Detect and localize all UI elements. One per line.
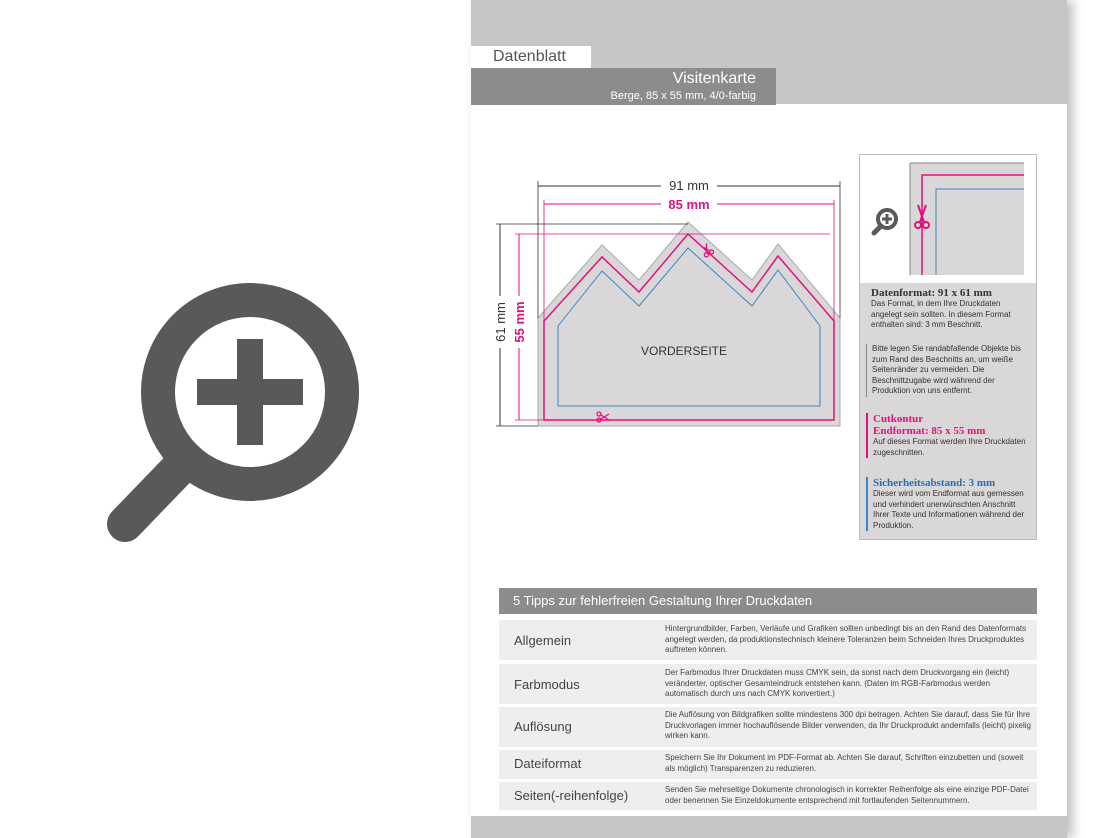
legend-cut-text: Auf dieses Format werden Ihre Druckdaten zugeschnitten. — [873, 437, 1026, 457]
product-title: Visitenkarte — [672, 70, 756, 87]
tip-label: Auflösung — [514, 719, 572, 734]
legend-panel — [859, 154, 1037, 540]
legend-final-format-title: Endformat: 85 x 55 mm — [873, 425, 986, 437]
tip-text: Senden Sie mehrseitige Dokumente chronologisch in korrekter Reihenfolge als eine einzige PDF-Datei oder benennen Sie Einzeldokumente entsprechend mit fortlaufenden Seitennummern. — [665, 785, 1029, 805]
legend-bleed-text: Bitte legen Sie randabfallende Objekte bis zum Rand des Beschnitts an, um weiße Seitenränder zu vermeiden. Die Beschnittzugabe wird während der Produktion von uns entfernt. — [872, 344, 1021, 395]
tip-row — [499, 782, 1037, 810]
legend-bleed-note — [866, 344, 1030, 397]
legend-cut-title: Cutkontur — [873, 413, 924, 425]
width-data-label: 91 mm — [669, 178, 709, 193]
front-side-label: VORDERSEITE — [640, 344, 728, 358]
width-final-label: 85 mm — [668, 197, 710, 212]
height-final-label: 55 mm — [512, 301, 527, 343]
tip-text: Der Farbmodus Ihrer Druckdaten muss CMYK sein, da sonst nach dem Druckvorgang ein (leicht) veränderter, optischer Gesamteindruck entstehen kann. (Daten im RGB-Farbmodus werden automatisch durch uns nach CMYK konvertiert.) — [665, 668, 1010, 698]
datasheet-page — [471, 0, 1067, 838]
product-title-bar — [471, 68, 776, 105]
legend-safety-title: Sicherheitsabstand: 3 mm — [873, 477, 996, 489]
tip-label: Allgemein — [514, 633, 572, 648]
tip-row — [499, 664, 1037, 704]
tip-row — [499, 620, 1037, 660]
legend-data-format-title: Datenformat: 91 x 61 mm — [871, 287, 992, 299]
legend-safety-text: Dieser wird vom Endformat aus gemessen und verhindert unerwünschten Anschnitt Ihrer Texte und Informationen während der Produktion. — [873, 489, 1025, 530]
legend-data-format — [866, 287, 1030, 331]
tip-text: Hintergrundbilder, Farben, Verläufe und Grafiken sollten unbedingt bis an den Rand des Datenformats angelegt werden, da produktionstechnisch kleinere Toleranzen beim Schneiden Ihres Druckproduktes auftreten können. — [665, 624, 1027, 654]
tips-header: 5 Tipps zur fehlerfreien Gestaltung Ihrer Druckdaten — [499, 588, 1037, 614]
tip-text: Die Auflösung von Bildgrafiken sollte mindestens 300 dpi betragen. Achten Sie darauf, dass Sie für Ihre Druckvorlagen immer hochauflösende Bilder verwenden, da Ihr Druckprodukt andernfalls (leicht) pixelig wirken kann. — [665, 710, 1031, 740]
card-diagram — [495, 170, 845, 435]
tip-label: Dateiformat — [514, 756, 582, 771]
height-data-label: 61 mm — [493, 302, 508, 342]
tip-label: Seiten(-reihenfolge) — [514, 788, 629, 803]
page-footer — [471, 816, 1067, 838]
legend-safety — [866, 477, 1030, 531]
tip-row — [499, 707, 1037, 747]
tip-text: Speichern Sie Ihr Dokument im PDF-Format ab. Achten Sie darauf, Schriften einzubetten und (soweit als möglich) Transparenzen zu reduzieren. — [665, 753, 1024, 773]
zoom-in-icon[interactable] — [100, 282, 360, 547]
data-format-shape — [538, 222, 840, 426]
legend-data-format-text: Das Format, in dem Ihre Druckdaten angelegt sein sollten. In diesem Format enthalten sind: 3 mm Beschnitt. — [871, 299, 1011, 329]
zoom-in-icon[interactable] — [874, 210, 896, 233]
tip-label: Farbmodus — [514, 677, 580, 692]
tip-row — [499, 750, 1037, 779]
legend-cut — [866, 413, 1030, 458]
corner-detail — [860, 155, 1036, 283]
product-subtitle: Berge, 85 x 55 mm, 4/0-farbig — [610, 90, 756, 102]
datasheet-tab: Datenblatt — [471, 46, 591, 68]
